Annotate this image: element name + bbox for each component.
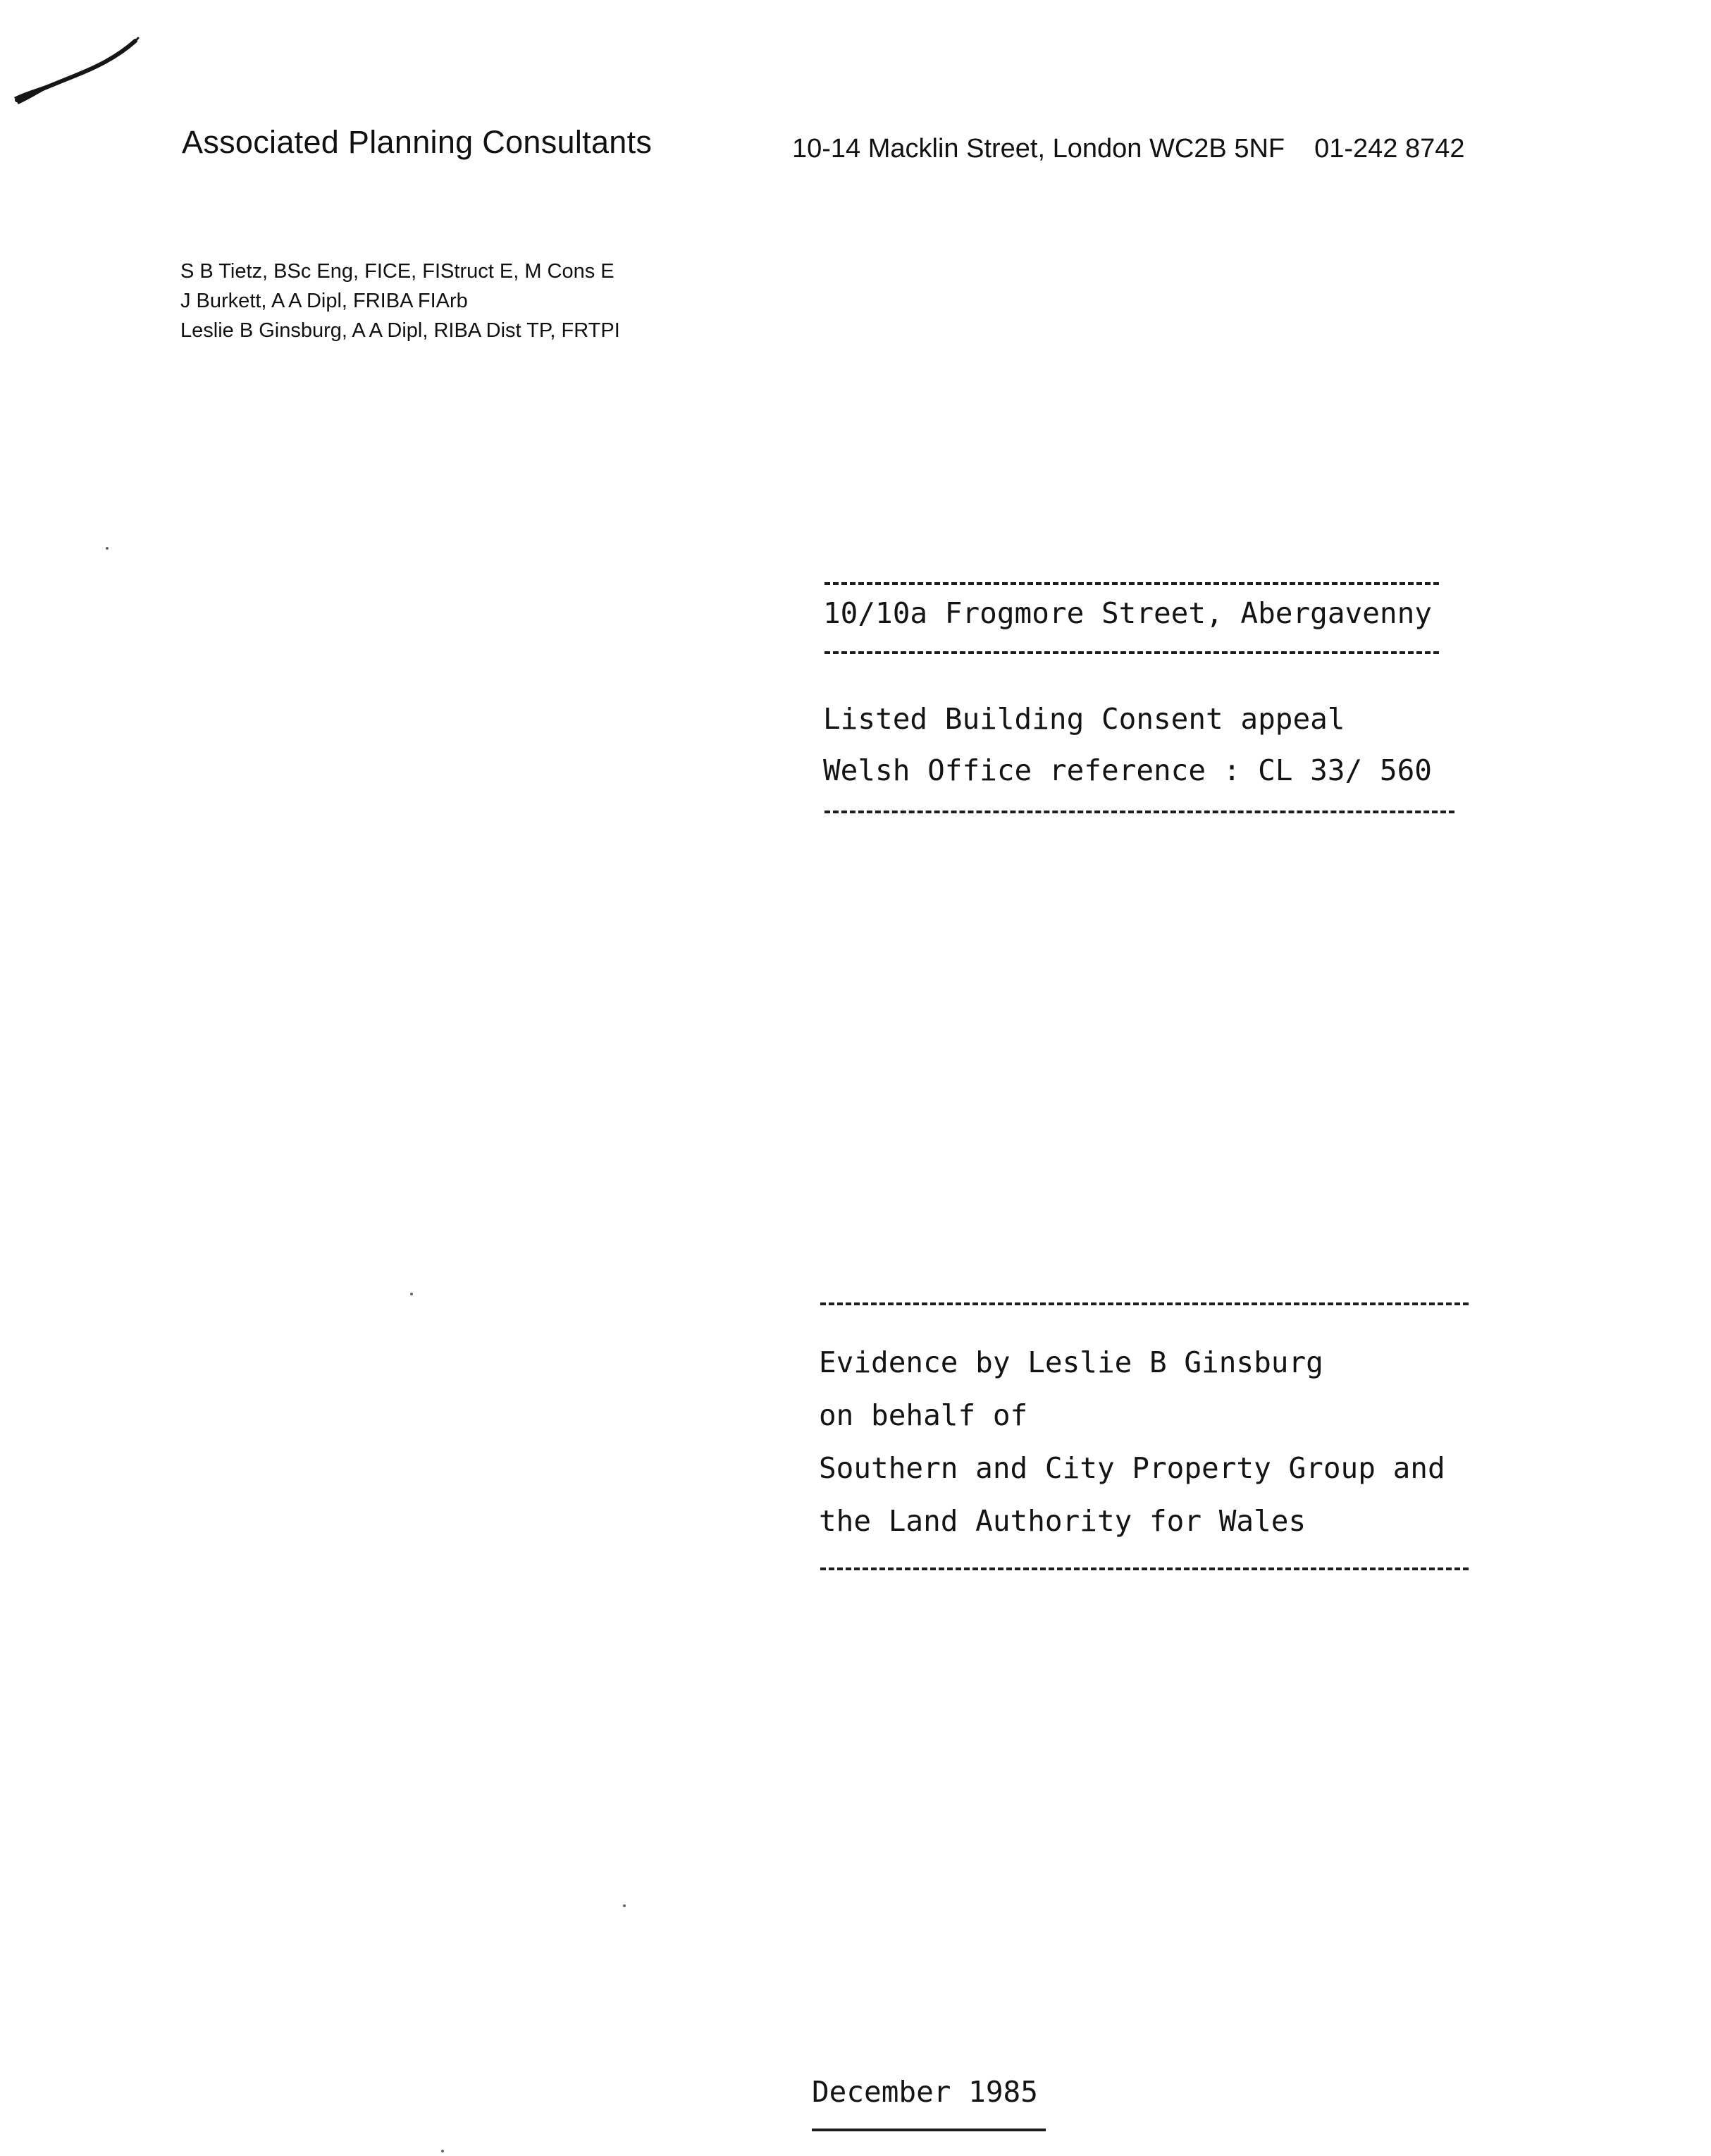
evidence-line: Southern and City Property Group and — [819, 1451, 1445, 1485]
dashed-rule — [824, 651, 1439, 654]
date-underline — [812, 2129, 1046, 2131]
partner-name: J Burkett, A A Dipl, FRIBA FIArb — [180, 290, 468, 312]
firm-contact-line — [792, 134, 1465, 164]
scan-speck — [106, 547, 109, 550]
firm-name: Associated Planning Consultants — [182, 124, 653, 160]
firm-phone: 01-242 8742 — [1314, 134, 1465, 164]
firm-address: 10-14 Macklin Street, London WC2B 5NF — [792, 134, 1285, 164]
evidence-line: on behalf of — [819, 1398, 1028, 1432]
partner-name: S B Tietz, BSc Eng, FICE, FIStruct E, M Cons E — [180, 260, 614, 283]
scan-speck — [623, 1904, 626, 1907]
evidence-line: the Land Authority for Wales — [819, 1504, 1307, 1538]
scan-speck — [410, 1293, 413, 1295]
pen-tick-mark — [7, 27, 141, 111]
scan-speck — [441, 2150, 444, 2152]
property-address: 10/10a Frogmore Street, Abergavenny — [823, 596, 1432, 630]
dashed-rule — [824, 582, 1439, 585]
appeal-title: Listed Building Consent appeal — [823, 702, 1345, 736]
partners-list — [180, 257, 620, 345]
dashed-rule — [820, 1567, 1469, 1570]
appeal-reference: Welsh Office reference : CL 33/ 560 — [823, 753, 1432, 787]
dashed-rule — [824, 811, 1454, 813]
dashed-rule — [820, 1302, 1469, 1305]
evidence-line: Evidence by Leslie B Ginsburg — [819, 1345, 1323, 1379]
document-date: December 1985 — [812, 2075, 1038, 2109]
partner-name: Leslie B Ginsburg, A A Dipl, RIBA Dist TP, FRTPI — [180, 319, 620, 342]
evidence-statement — [819, 1336, 1445, 1548]
